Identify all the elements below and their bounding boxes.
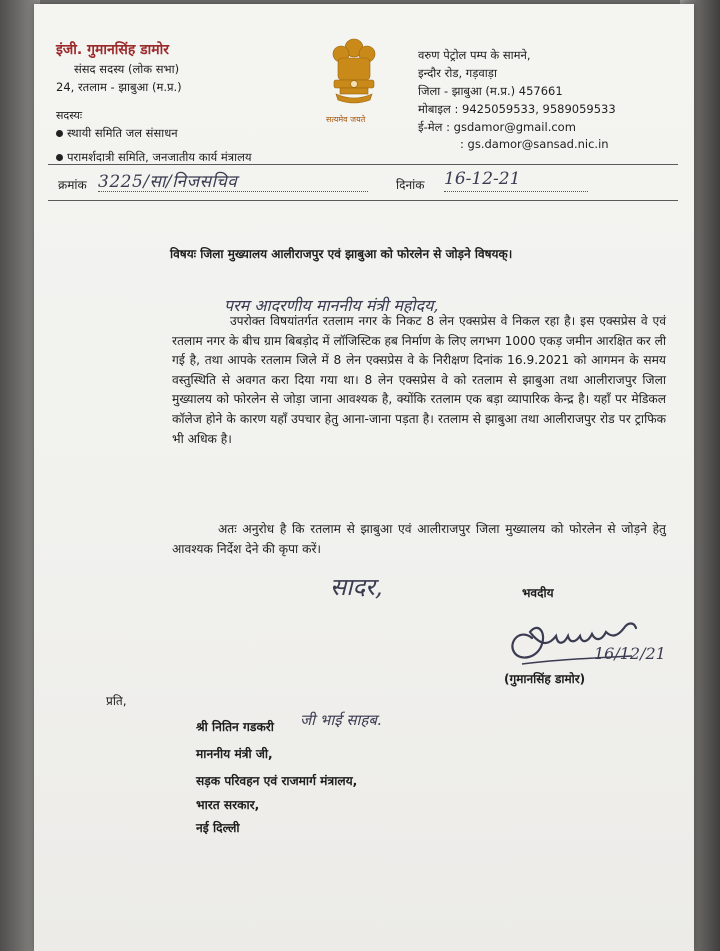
recipient-line: माननीय मंत्री जी,	[196, 747, 273, 761]
salutation: परम आदरणीय माननीय मंत्री महोदय,	[224, 296, 439, 315]
address-line: इन्दौर रोड, गड़वाड़ा	[418, 66, 497, 80]
recipient-line: सड़क परिवहन एवं राजमार्ग मंत्रालय,	[196, 774, 358, 788]
mp-title: संसद सदस्य (लोक सभा)	[74, 62, 180, 76]
committee-label: स्थायी समिति जल संसाधन	[67, 126, 178, 140]
email-line-2: : gs.damor@sansad.nic.in	[460, 137, 609, 151]
emblem-caption: सत्यमेव जयते	[326, 115, 366, 124]
ref-dotted-line	[98, 191, 368, 192]
date-label: दिनांक	[396, 178, 425, 192]
recipient-handwritten: जी भाई साहब.	[300, 711, 382, 729]
ref-divider	[48, 200, 678, 201]
committee-item	[56, 126, 178, 141]
address-line: जिला - झाबुआ (म.प्र.) 457661	[418, 84, 563, 98]
recipient-line: श्री नितिन गडकरी	[196, 720, 274, 734]
mp-constituency: 24, रतलाम - झाबुआ (म.प्र.)	[56, 80, 182, 94]
body-paragraph: अतः अनुरोध है कि रतलाम से झाबुआ एवं आलीराजपुर जिला मुख्यालय को फोरलेन से जोड़ने हेतु आवश्यक निर्देश देने की कृपा करें।	[172, 522, 666, 556]
bullet-icon	[56, 130, 63, 137]
letter-sheet	[34, 4, 694, 951]
ref-number: 3225/सा/निजसचिव	[98, 172, 238, 192]
body-paragraph: उपरोक्त विषयांतर्गत रतलाम नगर के निकट 8 लेन एक्सप्रेस वे निकल रहा है। इस एक्सप्रेस वे एवं रतलाम नगर के बीच ग्राम बिबड़ोद में लॉजिस्टिक हब निर्माण के लिए लगभग 1000 एकड़ जमीन आरक्षित कर ली गई है, तथा आपके रतलाम जिले में 8 लेन एक्सप्रेस वे के निरीक्षण दिनांक 16.9.2021 को आगमन के समय वस्तुस्थिति से अवगत करा दिया गया था। 8 लेन एक्सप्रेस वे को रतलाम से झाबुआ तथा आलीराजपुर जिला मुख्यालय को फोरलेन से जोड़ा जाना आवश्यक है, क्योंकि रतलाम एक बड़ा व्यापारिक केन्द्र है। यहाँ पर मेडिकल कॉलेज होने के कारण यहाँ उपचार हेतु आना-जाना पड़ता है। रतलाम से झाबुआ तथा आलीराजपुर रोड पर ट्राफिक भी अधिक है।	[172, 314, 666, 446]
mp-name: इंजी. गुमानसिंह डामोर	[56, 42, 169, 58]
mobile-line: मोबाइल : 9425059533, 9589059533	[418, 102, 616, 116]
national-emblem-icon	[324, 34, 384, 112]
handwritten-saad: सादर,	[330, 573, 383, 601]
email-line: ई-मेल : gsdamor@gmail.com	[418, 120, 576, 134]
bullet-icon	[56, 154, 63, 161]
signer-name: (गुमानसिंह डामोर)	[504, 672, 586, 686]
recipient-line: नई दिल्ली	[196, 821, 240, 835]
closing: भवदीय	[522, 586, 554, 600]
header-divider	[48, 164, 678, 165]
letter-date: 16-12-21	[444, 169, 521, 189]
address-line: वरुण पेट्रोल पम्प के सामने,	[418, 48, 531, 62]
date-dotted-line	[444, 191, 588, 192]
letter-subject: विषयः जिला मुख्यालय आलीराजपुर एवं झाबुआ को फोरलेन से जोड़ने विषयक्।	[170, 247, 513, 261]
committee-label: परामर्शदात्री समिति, जनजातीय कार्य मंत्रालय	[67, 150, 252, 164]
prati-label: प्रति,	[106, 694, 127, 708]
signature-date: 16/12/21	[594, 644, 666, 663]
committee-item	[56, 150, 252, 165]
ref-label: क्रमांक	[58, 178, 87, 192]
recipient-line: भारत सरकार,	[196, 798, 260, 812]
member-label: सदस्यः	[56, 109, 83, 122]
